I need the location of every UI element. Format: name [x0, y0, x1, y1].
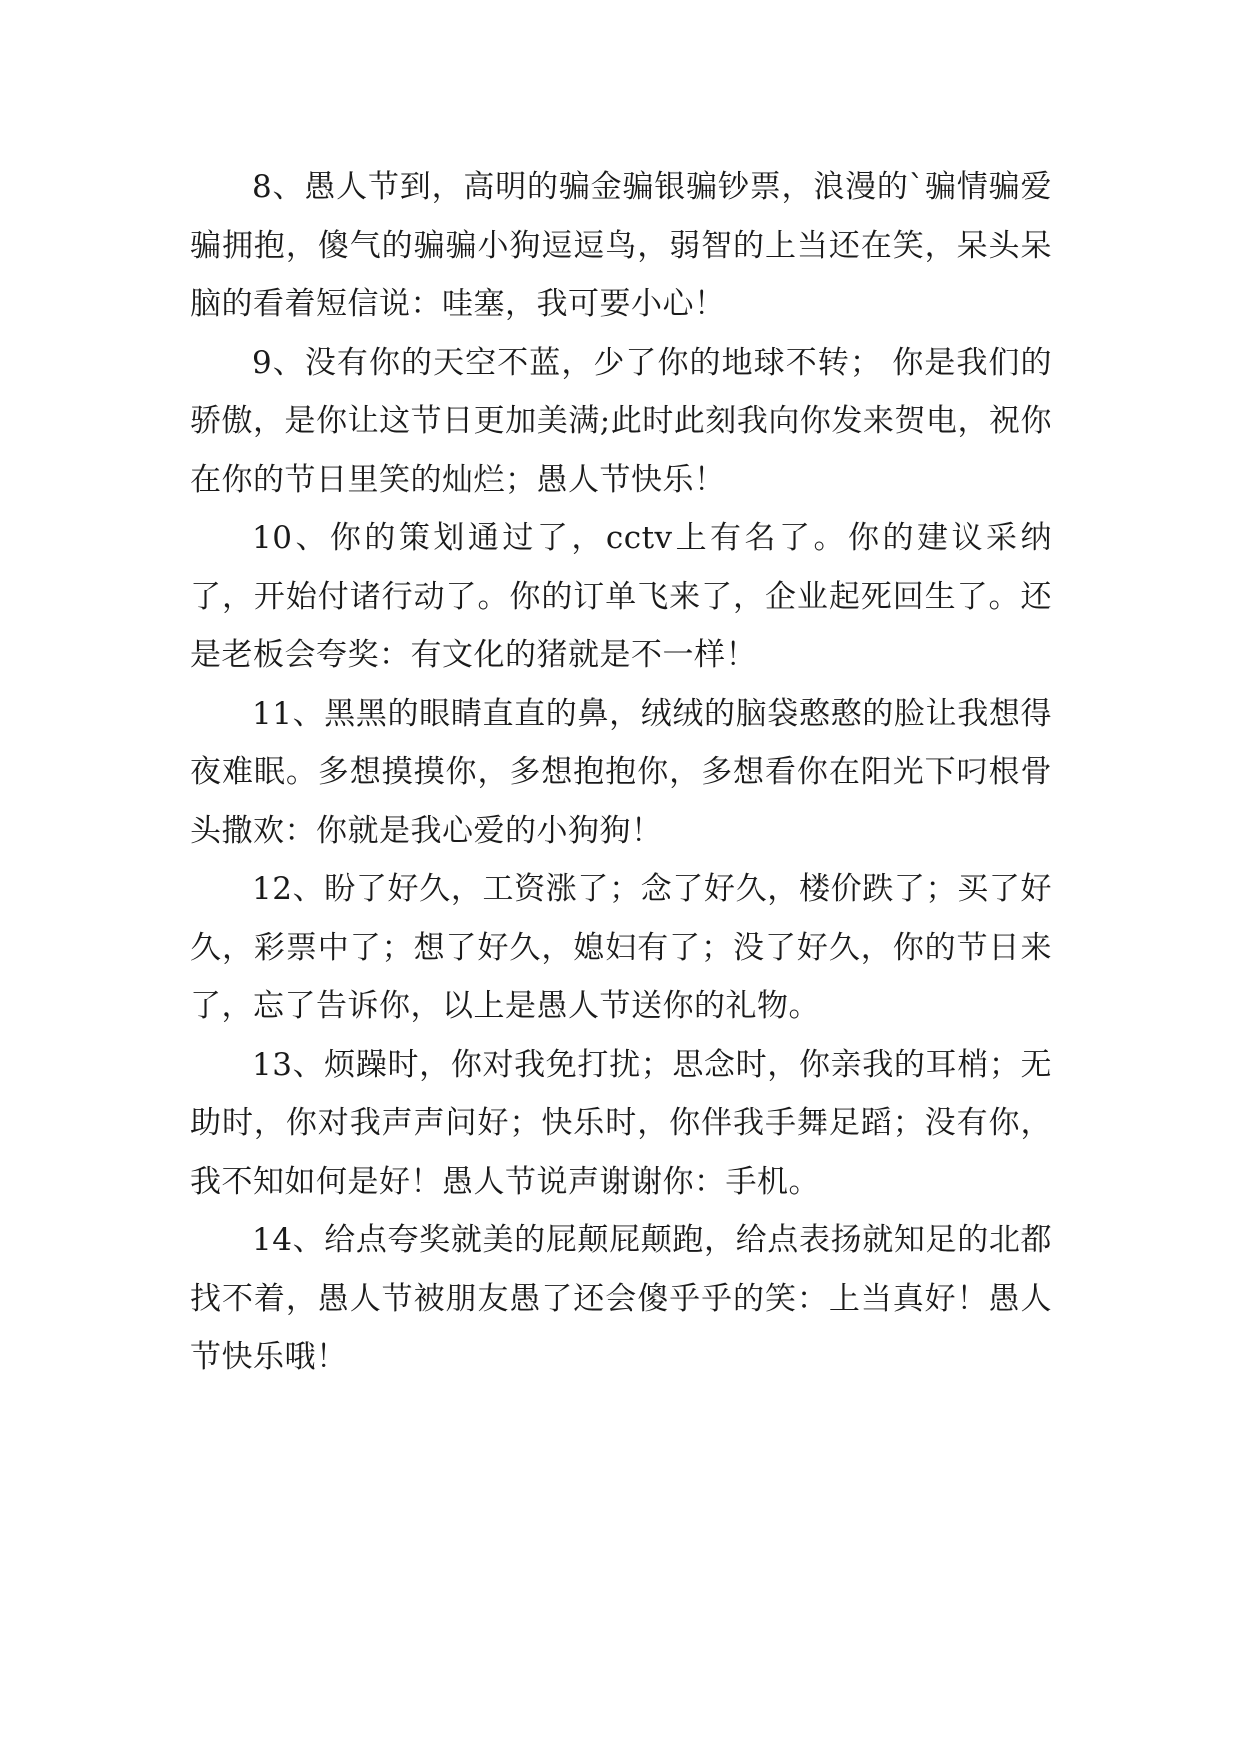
paragraph-12: 12、盼了好久，工资涨了；念了好久，楼价跌了；买了好久，彩票中了；想了好久，媳妇有了；没了好久，你的节日来了，忘了告诉你，以上是愚人节送你的礼物。 — [190, 871, 1052, 1024]
paragraph-9: 9、没有你的天空不蓝，少了你的地球不转； 你是我们的骄傲，是你让这节日更加美满;此时此刻我向你发来贺电，祝你在你的节日里笑的灿烂；愚人节快乐！ — [190, 344, 1052, 498]
paragraph-14: 14、给点夸奖就美的屁颠屁颠跑，给点表扬就知足的北都找不着，愚人节被朋友愚了还会傻乎乎的笑：上当真好！愚人节快乐哦！ — [190, 1222, 1052, 1375]
paragraph-11: 11、黑黑的眼睛直直的鼻，绒绒的脑袋憨憨的脸让我想得夜难眠。多想摸摸你，多想抱抱你，多想看你在阳光下叼根骨头撒欢：你就是我心爱的小狗狗！ — [190, 695, 1052, 849]
paragraph-10: 10、你的策划通过了，cctv上有名了。你的建议采纳了，开始付诸行动了。你的订单飞来了，企业起死回生了。还是老板会夸奖：有文化的猪就是不一样！ — [190, 520, 1052, 673]
paragraph-8: 8、愚人节到，高明的骗金骗银骗钞票，浪漫的`骗情骗爱骗拥抱，傻气的骗骗小狗逗逗鸟，弱智的上当还在笑，呆头呆脑的看着短信说：哇塞，我可要小心！ — [190, 169, 1052, 322]
document-body — [190, 158, 1052, 1387]
paragraph-13: 13、烦躁时，你对我免打扰；思念时，你亲我的耳梢；无助时，你对我声声问好；快乐时，你伴我手舞足蹈；没有你，我不知如何是好！愚人节说声谢谢你：手机。 — [190, 1046, 1052, 1200]
